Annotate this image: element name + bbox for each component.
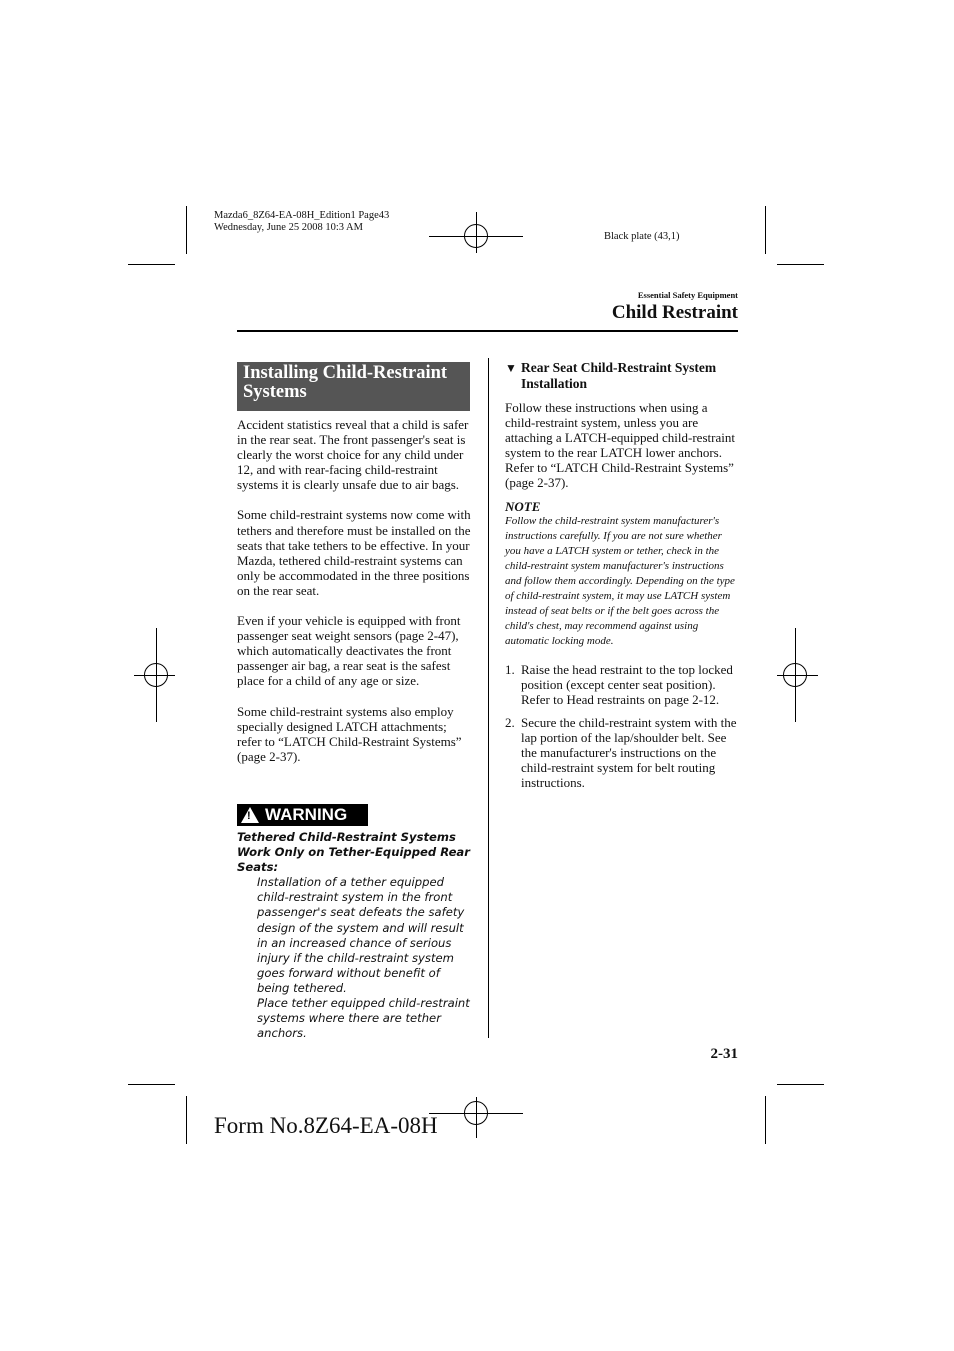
registration-circle-icon — [783, 663, 807, 687]
paragraph: Even if your vehicle is equipped with front passenger seat weight sensors (page 2-47), which automatically deactivates the front passenger air bag, a rear seat is the safest place for a child of any age or size. — [237, 613, 461, 689]
registration-circle-icon — [464, 1101, 488, 1125]
page-title: Child Restraint — [611, 302, 738, 323]
warning-body-paragraph: Place tether equipped child-restraint systems where there are tether anchors. — [257, 996, 470, 1041]
crop-mark — [128, 1084, 175, 1085]
print-info — [214, 210, 389, 234]
list-item — [505, 662, 739, 707]
right-column — [505, 360, 739, 798]
registration-circle-icon — [144, 663, 168, 687]
subheading — [505, 360, 739, 392]
intro-paragraph: Follow these instructions when using a child-restraint system, unless you are attaching a LATCH-equipped child-restraint system to the rear LATCH lower anchors. Refer to “LATCH Child-Restraint Systems” (page 2-37). — [505, 400, 735, 491]
crop-mark — [186, 206, 187, 254]
section-heading — [237, 362, 470, 411]
print-info-line2: Wednesday, June 25 2008 10:3 AM — [214, 222, 363, 233]
section-heading-line2: Systems — [243, 382, 307, 402]
step-number: 1. — [505, 661, 515, 677]
step-number: 2. — [505, 714, 515, 730]
crop-mark — [128, 264, 175, 265]
header-divider — [237, 330, 738, 332]
triangle-marker-icon: ▼ — [505, 361, 517, 375]
steps-list — [505, 662, 739, 791]
left-column — [237, 417, 473, 779]
warning-body — [237, 875, 473, 1041]
warning-body-paragraph: Installation of a tether equipped child-restraint system in the front passenger's seat defeats the safety design of the system and will result in an increased chance of serious injury if the child-restraint system goes forward without benefit of being tethered. — [257, 875, 465, 995]
crop-mark — [765, 206, 766, 254]
warning-label: WARNING — [265, 805, 348, 824]
step-text: Raise the head restraint to the top locked position (except center seat position). — [521, 661, 733, 692]
column-divider — [488, 358, 489, 1038]
step-reference: Refer to Head restraints on page 2-12. — [521, 691, 720, 707]
section-name: Essential Safety Equipment — [637, 290, 738, 300]
crop-mark — [765, 1096, 766, 1144]
plate-info: Black plate (43,1) — [604, 231, 680, 242]
warning-symbol: ! — [247, 810, 251, 822]
note-label: NOTE — [505, 498, 541, 514]
list-item — [505, 715, 739, 790]
warning-text — [237, 830, 473, 1041]
warning-badge — [237, 804, 368, 826]
crop-mark — [186, 1096, 187, 1144]
form-number: Form No.8Z64-EA-08H — [214, 1113, 438, 1138]
warning-triangle-icon — [241, 807, 259, 823]
note-text: Follow the child-restraint system manufacturer's instructions carefully. If you are not sure whether you have a LATCH system or tether, check in the child-restraint system manufacturer's instructions and follow them accordingly. Depending on the type of child-restraint system, it may use LATCH system instead of seat belts or if the belt goes across the child's chest, may recommend against using automatic locking mode. — [505, 514, 735, 648]
paragraph: Some child-restraint systems now come with tethers and therefore must be installed on the seats that take tethers to be effective. In your Mazda, tethered child-restraint systems can only be accommodated in the three positions on the rear seat. — [237, 507, 471, 598]
section-heading-line1: Installing Child-Restraint — [243, 363, 448, 383]
paragraph: Accident statistics reveal that a child is safer in the rear seat. The front passenger's seat is clearly the worst choice for any child under 12, and with rear-facing child-restraint systems it is clearly unsafe due to air bags. — [237, 417, 469, 493]
paragraph: Some child-restraint systems also employ specially designed LATCH attachments; refer to “LATCH Child-Restraint Systems” (page 2-37). — [237, 703, 462, 764]
crop-mark — [777, 1084, 824, 1085]
page-number: 2-31 — [710, 1046, 738, 1062]
step-text: Secure the child-restraint system with the lap portion of the lap/shoulder belt. See the manufacturer's instructions on the child-restraint system for belt routing instructions. — [521, 714, 737, 791]
subheading-text: Rear Seat Child-Restraint System Installation — [521, 360, 717, 391]
crop-mark — [777, 264, 824, 265]
print-info-line1: Mazda6_8Z64-EA-08H_Edition1 Page43 — [214, 210, 390, 221]
warning-heading: Tethered Child-Restraint Systems Work Only on Tether-Equipped Rear Seats: — [237, 830, 470, 875]
registration-circle-icon — [464, 224, 488, 248]
